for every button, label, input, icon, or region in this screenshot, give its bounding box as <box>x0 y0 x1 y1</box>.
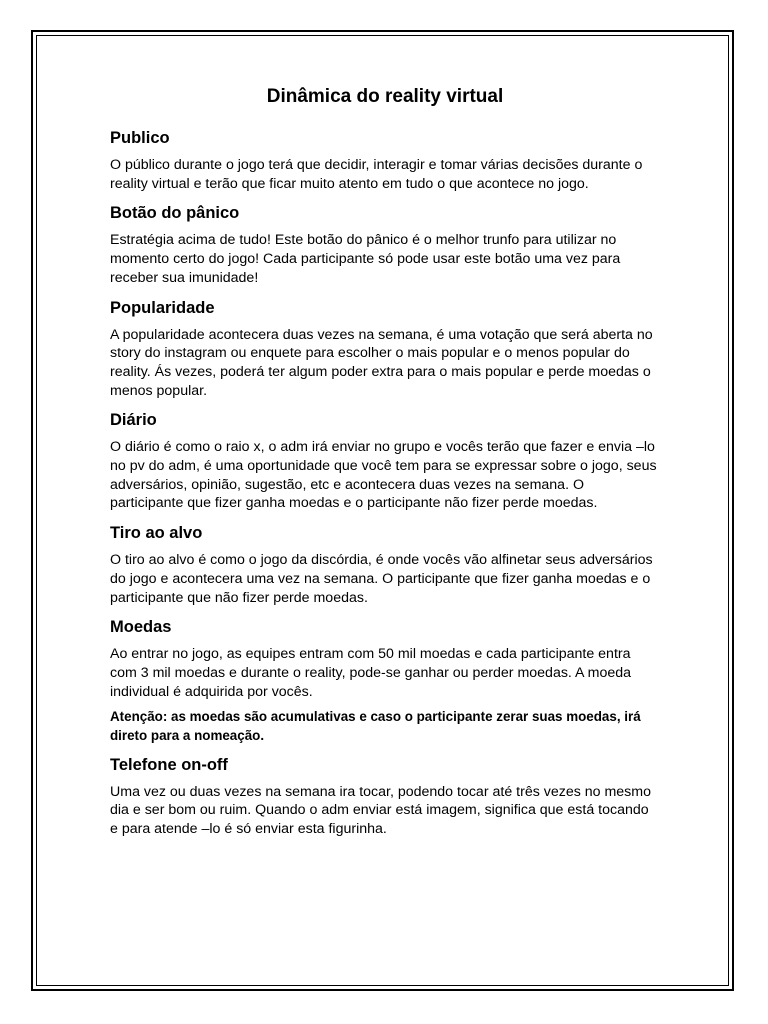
section-heading: Botão do pânico <box>110 204 240 223</box>
section-heading: Publico <box>110 129 170 147</box>
section-body: Estratégia acima de tudo! Este botão do pânico é o melhor trunfo para utilizar no momento certo do jogo! Cada participante só pode usar este botão uma vez para receber sua imunidade! <box>110 232 621 286</box>
section-publico <box>110 127 660 193</box>
section-body: Ao entrar no jogo, as equipes entram com 50 mil moedas e cada participante entra com 3 mil moedas e durante o reality, pode-se ganhar ou perder moedas. A moeda individual é adquirida por vocês. <box>110 646 632 700</box>
section-heading: Telefone on-off <box>110 755 228 774</box>
section-heading: Moedas <box>110 618 172 637</box>
section-botao-do-panico <box>110 202 660 287</box>
section-heading: Diário <box>110 411 157 430</box>
section-body: Uma vez ou duas vezes na semana ira tocar, podendo tocar até três vezes no mesmo dia e ser bom ou ruim. Quando o adm enviar está imagem, significa que está tocando e para atende –lo é só enviar esta figurinha. <box>110 783 651 838</box>
document-content <box>110 84 660 848</box>
document-title: Dinâmica do reality virtual <box>266 86 504 107</box>
section-diario <box>110 409 660 513</box>
attention-note: Atenção: as moedas são acumulativas e caso o participante zerar suas moedas, irá direto para a nomeação. <box>110 709 641 744</box>
section-telefone-on-off <box>110 754 660 839</box>
section-body: O diário é como o raio x, o adm irá enviar no grupo e vocês terão que fazer e envia –lo no pv do adm, é uma oportunidade que você tem para se expressar sobre o jogo, seus adversários, opinião, sugestão, etc e acontecera duas vezes na semana. O participante que fizer ganha moedas e o participante não fizer perde moedas. <box>110 439 657 512</box>
section-tiro-ao-alvo <box>110 522 660 607</box>
section-body: O tiro ao alvo é como o jogo da discórdia, é onde vocês vão alfinetar seus adversários do jogo e acontecera uma vez na semana. O participante que fizer ganha moedas e o participante que não fizer perde moedas. <box>110 552 653 606</box>
section-heading: Tiro ao alvo <box>110 524 203 543</box>
section-popularidade <box>110 297 660 401</box>
section-moedas <box>110 616 660 746</box>
section-heading: Popularidade <box>110 298 215 317</box>
section-body: A popularidade acontecera duas vezes na semana, é uma votação que será aberta no story do instagram ou enquete para escolher o mais popular e o menos popular do reality. Ás vezes, poderá ter algum poder extra para o mais popular e perde moedas o menos popular. <box>110 326 653 399</box>
section-body: O público durante o jogo terá que decidir, interagir e tomar várias decisões durante o reality virtual e terão que ficar muito atento em tudo o que acontece no jogo. <box>110 157 643 192</box>
